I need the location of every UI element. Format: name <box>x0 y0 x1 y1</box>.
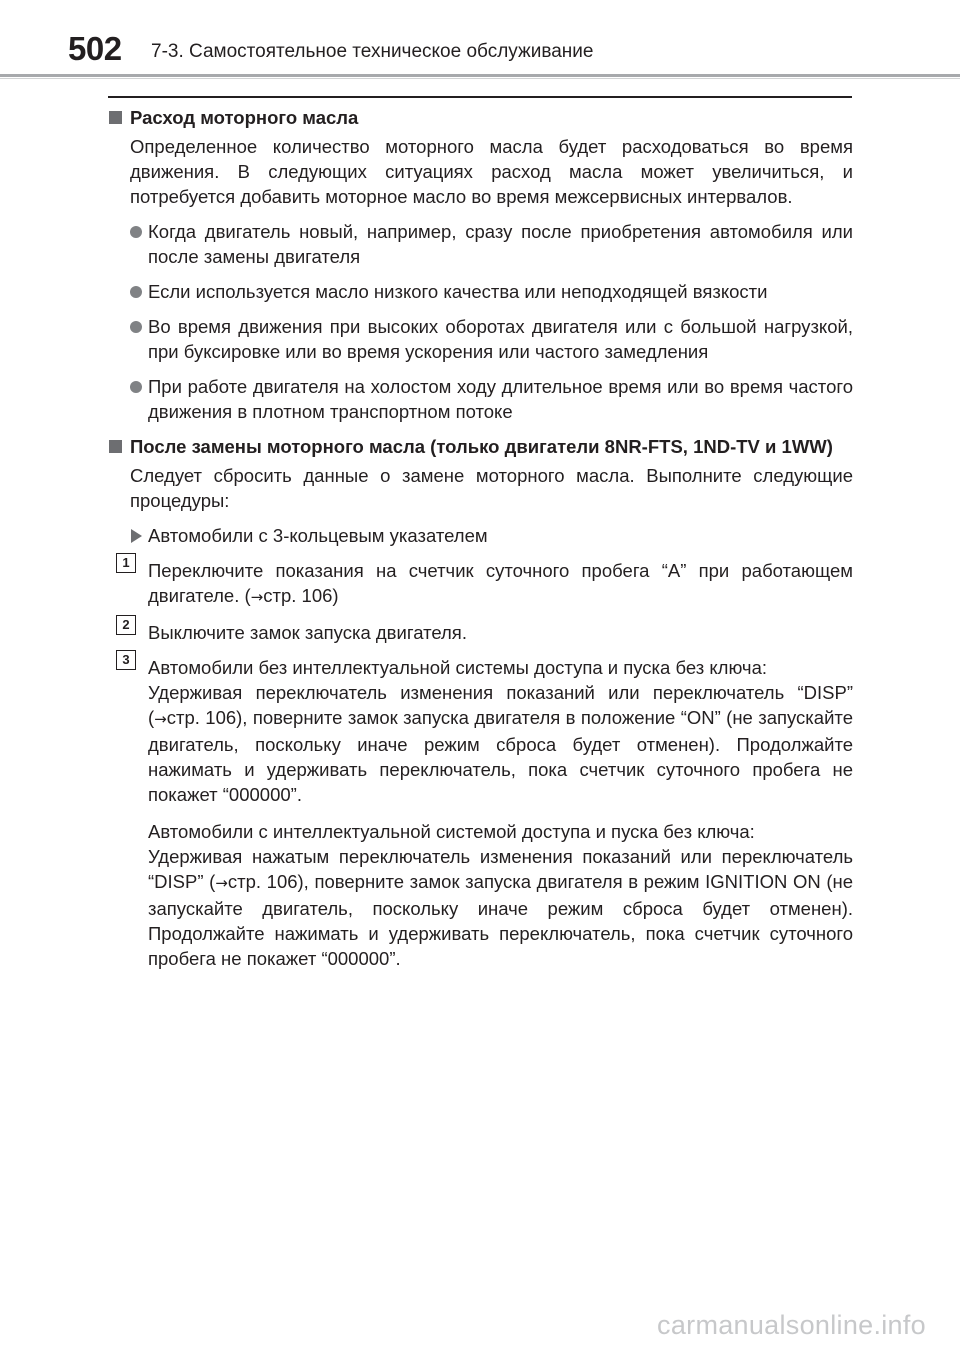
step-3 <box>122 652 853 807</box>
triangle-arrow-icon <box>131 529 142 543</box>
arrow-right-icon: → <box>154 710 167 728</box>
step-text: Автомобили с интеллектуальной системой доступа и пуска без ключа: <box>148 821 755 842</box>
circle-bullet-icon <box>130 226 142 238</box>
list-item-text: Когда двигатель новый, например, сразу после приобретения автомобиля или после замены двигателя <box>148 221 853 267</box>
vehicle-type-item <box>130 523 853 548</box>
section-heading-oil-consumption <box>108 105 853 130</box>
list-item <box>130 314 853 364</box>
list-item-text: Во время движения при высоких оборотах двигателя или с большой нагрузкой, при буксировке или во время ускорения или частого замедления <box>148 316 853 362</box>
step-text: стр. 106), поверните замок запуска двигателя в положение “ON” (не запускайте двигатель, поскольку иначе режим сброса будет отменен). Продолжайте нажимать и удерживать переключатель, пока счетчик суточного пробега не покажет “000000”. <box>148 707 853 805</box>
arrow-right-icon: → <box>215 874 228 892</box>
arrow-right-icon: → <box>250 588 264 606</box>
step-number-badge: 3 <box>116 650 136 670</box>
step-text: стр. 106), поверните замок запуска двигателя в режим IGNITION ON (не запускайте двигатель, поскольку иначе режим сброса будет отменен). Продолжайте нажимать и удерживать переключатель, пока счетчик суточного пробега не покажет “000000”. <box>148 871 853 969</box>
page-content <box>108 105 853 971</box>
list-item <box>130 279 853 304</box>
step-number-badge: 1 <box>116 553 136 573</box>
page-reference: стр. 106) <box>263 585 339 606</box>
content-top-rule <box>108 96 852 98</box>
section-title: Расход моторного масла <box>130 107 359 128</box>
list-item-text: Если используется масло низкого качества или неподходящей вязкости <box>148 281 768 302</box>
circle-bullet-icon <box>130 321 142 333</box>
step-text: Удерживая переключатель изменения показаний или переключатель “DISP” ( <box>148 682 853 728</box>
list-item <box>130 219 853 269</box>
section-intro: Следует сбросить данные о замене моторного масла. Выполните следующие процедуры: <box>130 465 853 511</box>
header-divider <box>0 74 960 77</box>
square-bullet-icon <box>109 111 122 124</box>
header-divider-thin <box>0 78 960 79</box>
circle-bullet-icon <box>130 286 142 298</box>
step-text: Автомобили без интеллектуальной системы доступа и пуска без ключа: <box>148 657 768 678</box>
section-intro: Определенное количество моторного масла будет расходоваться во время движения. В следующих ситуациях расход масла может увеличиться, и потребуется добавить моторное масло во время межсервисных интервалов. <box>130 136 853 207</box>
step-number-badge: 2 <box>116 615 136 635</box>
step-text: Удерживая нажатым переключатель изменения показаний или переключатель “DISP” ( <box>148 846 853 892</box>
watermark: carmanualsonline.info <box>657 1310 926 1340</box>
list-item-text: При работе двигателя на холостом ходу длительное время или во время частого движения в плотном транспортном потоке <box>148 376 853 422</box>
step-2 <box>122 617 853 645</box>
step-text: Переключите показания на счетчик суточного пробега “A” при работающем двигателе. ( <box>148 560 853 606</box>
square-bullet-icon <box>109 440 122 453</box>
chapter-title: 7-3. Самостоятельное техническое обслуживание <box>151 41 594 62</box>
section-heading-oil-reset <box>108 434 853 459</box>
page-number: 502 <box>68 30 122 67</box>
circle-bullet-icon <box>130 381 142 393</box>
step-1 <box>122 555 853 610</box>
section-title: После замены моторного масла (только двигатели 8NR-FTS, 1ND-TV и 1WW) <box>130 436 833 457</box>
vehicle-type-text: Автомобили с 3-кольцевым указателем <box>148 525 488 546</box>
page-header <box>0 0 960 78</box>
list-item <box>130 374 853 424</box>
step-3-keyless <box>148 819 853 971</box>
step-text: Выключите замок запуска двигателя. <box>148 622 467 643</box>
